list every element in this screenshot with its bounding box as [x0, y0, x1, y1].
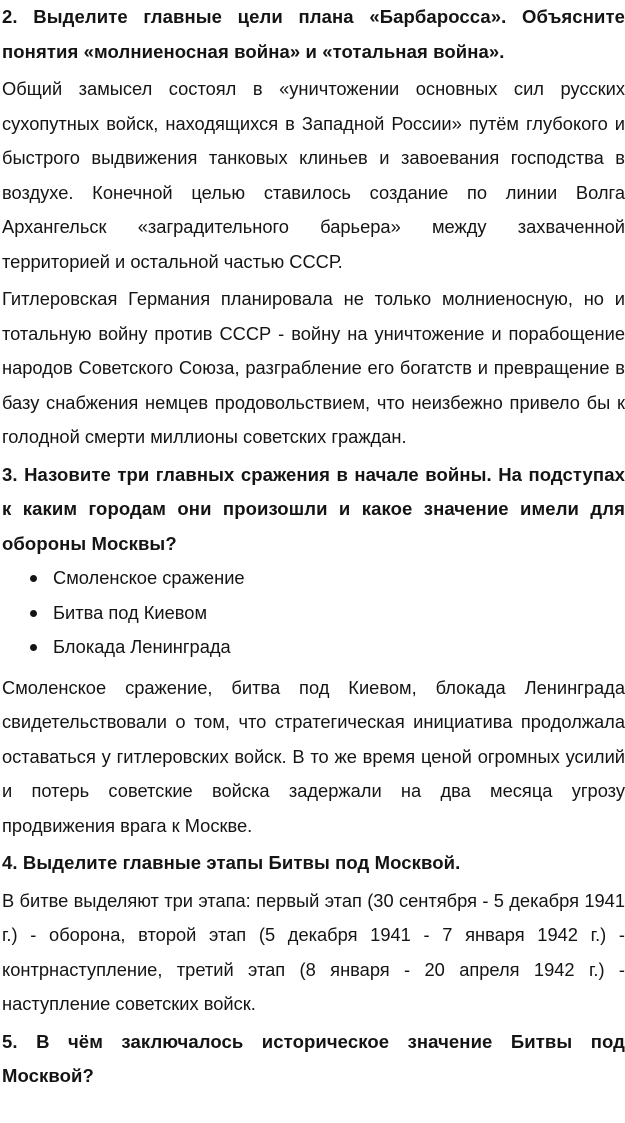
- question-heading: 3. Назовите три главных сражения в начале войны. На подступах к каким городам они произошли и какое значение имели для обороны Москвы?: [2, 463, 625, 554]
- question-heading: 4. Выделите главные этапы Битвы под Москвой.: [2, 852, 461, 873]
- list-item: [2, 630, 625, 665]
- list-item-text: Смоленское сражение: [53, 567, 245, 588]
- section-question-3: [2, 458, 625, 844]
- bullet-icon: [30, 644, 37, 651]
- question-heading: 5. В чём заключалось историческое значение Битвы под Москвой?: [2, 1030, 625, 1086]
- list-item-text: Блокада Ленинграда: [53, 636, 231, 657]
- question-heading: 2. Выделите главные цели плана «Барбаросса». Объясните понятия «молниеносная война» и «тотальная война».: [2, 6, 625, 62]
- list-item-text: Битва под Киевом: [53, 601, 208, 623]
- bullet-icon: [30, 610, 37, 617]
- list-item: [2, 561, 625, 596]
- answer-paragraph: Гитлеровская Германия планировала не только молниеносную, но и тотальную войну против СССР - войну на уничтожение и порабощение народов Советского Союза, разграбление его богатств и превращение в базу снабжения немцев продовольствием, что неизбежно привело бы к голодной смерти миллионы советских граждан.: [2, 288, 625, 447]
- section-question-2: [2, 0, 625, 455]
- answer-paragraph: Общий замысел состоял в «уничтожении основных сил русских сухопутных войск, находящихся в Западной России» путём глубокого и быстрого выдвижения танковых клиньев и завоевания господства в воздухе. Конечной целью ставилось создание по линии Волга Архангельск «заградительного барьера» между захваченной территорией и остальной частью СССР.: [2, 78, 625, 272]
- answer-paragraph: В битве выделяют три этапа: первый этап (30 сентября - 5 декабря 1941 г.) - оборона, второй этап (5 декабря 1941 - 7 января 1942 г.) - контрнаступление, третий этап (8 января - 20 апреля 1942 г.) - наступление советских войск.: [2, 889, 625, 1014]
- section-question-5: [2, 1025, 625, 1094]
- list-item: [2, 596, 625, 631]
- bullet-icon: [30, 575, 37, 582]
- section-question-4: [2, 846, 625, 1022]
- answer-paragraph: Смоленское сражение, битва под Киевом, блокада Ленинграда свидетельствовали о том, что стратегическая инициатива продолжала оставаться у гитлеровских войск. В то же время ценой огромных усилий и потерь советские войска задержали на два месяца угрозу продвижения врага к Москве.: [2, 676, 625, 836]
- battles-list: [2, 561, 625, 665]
